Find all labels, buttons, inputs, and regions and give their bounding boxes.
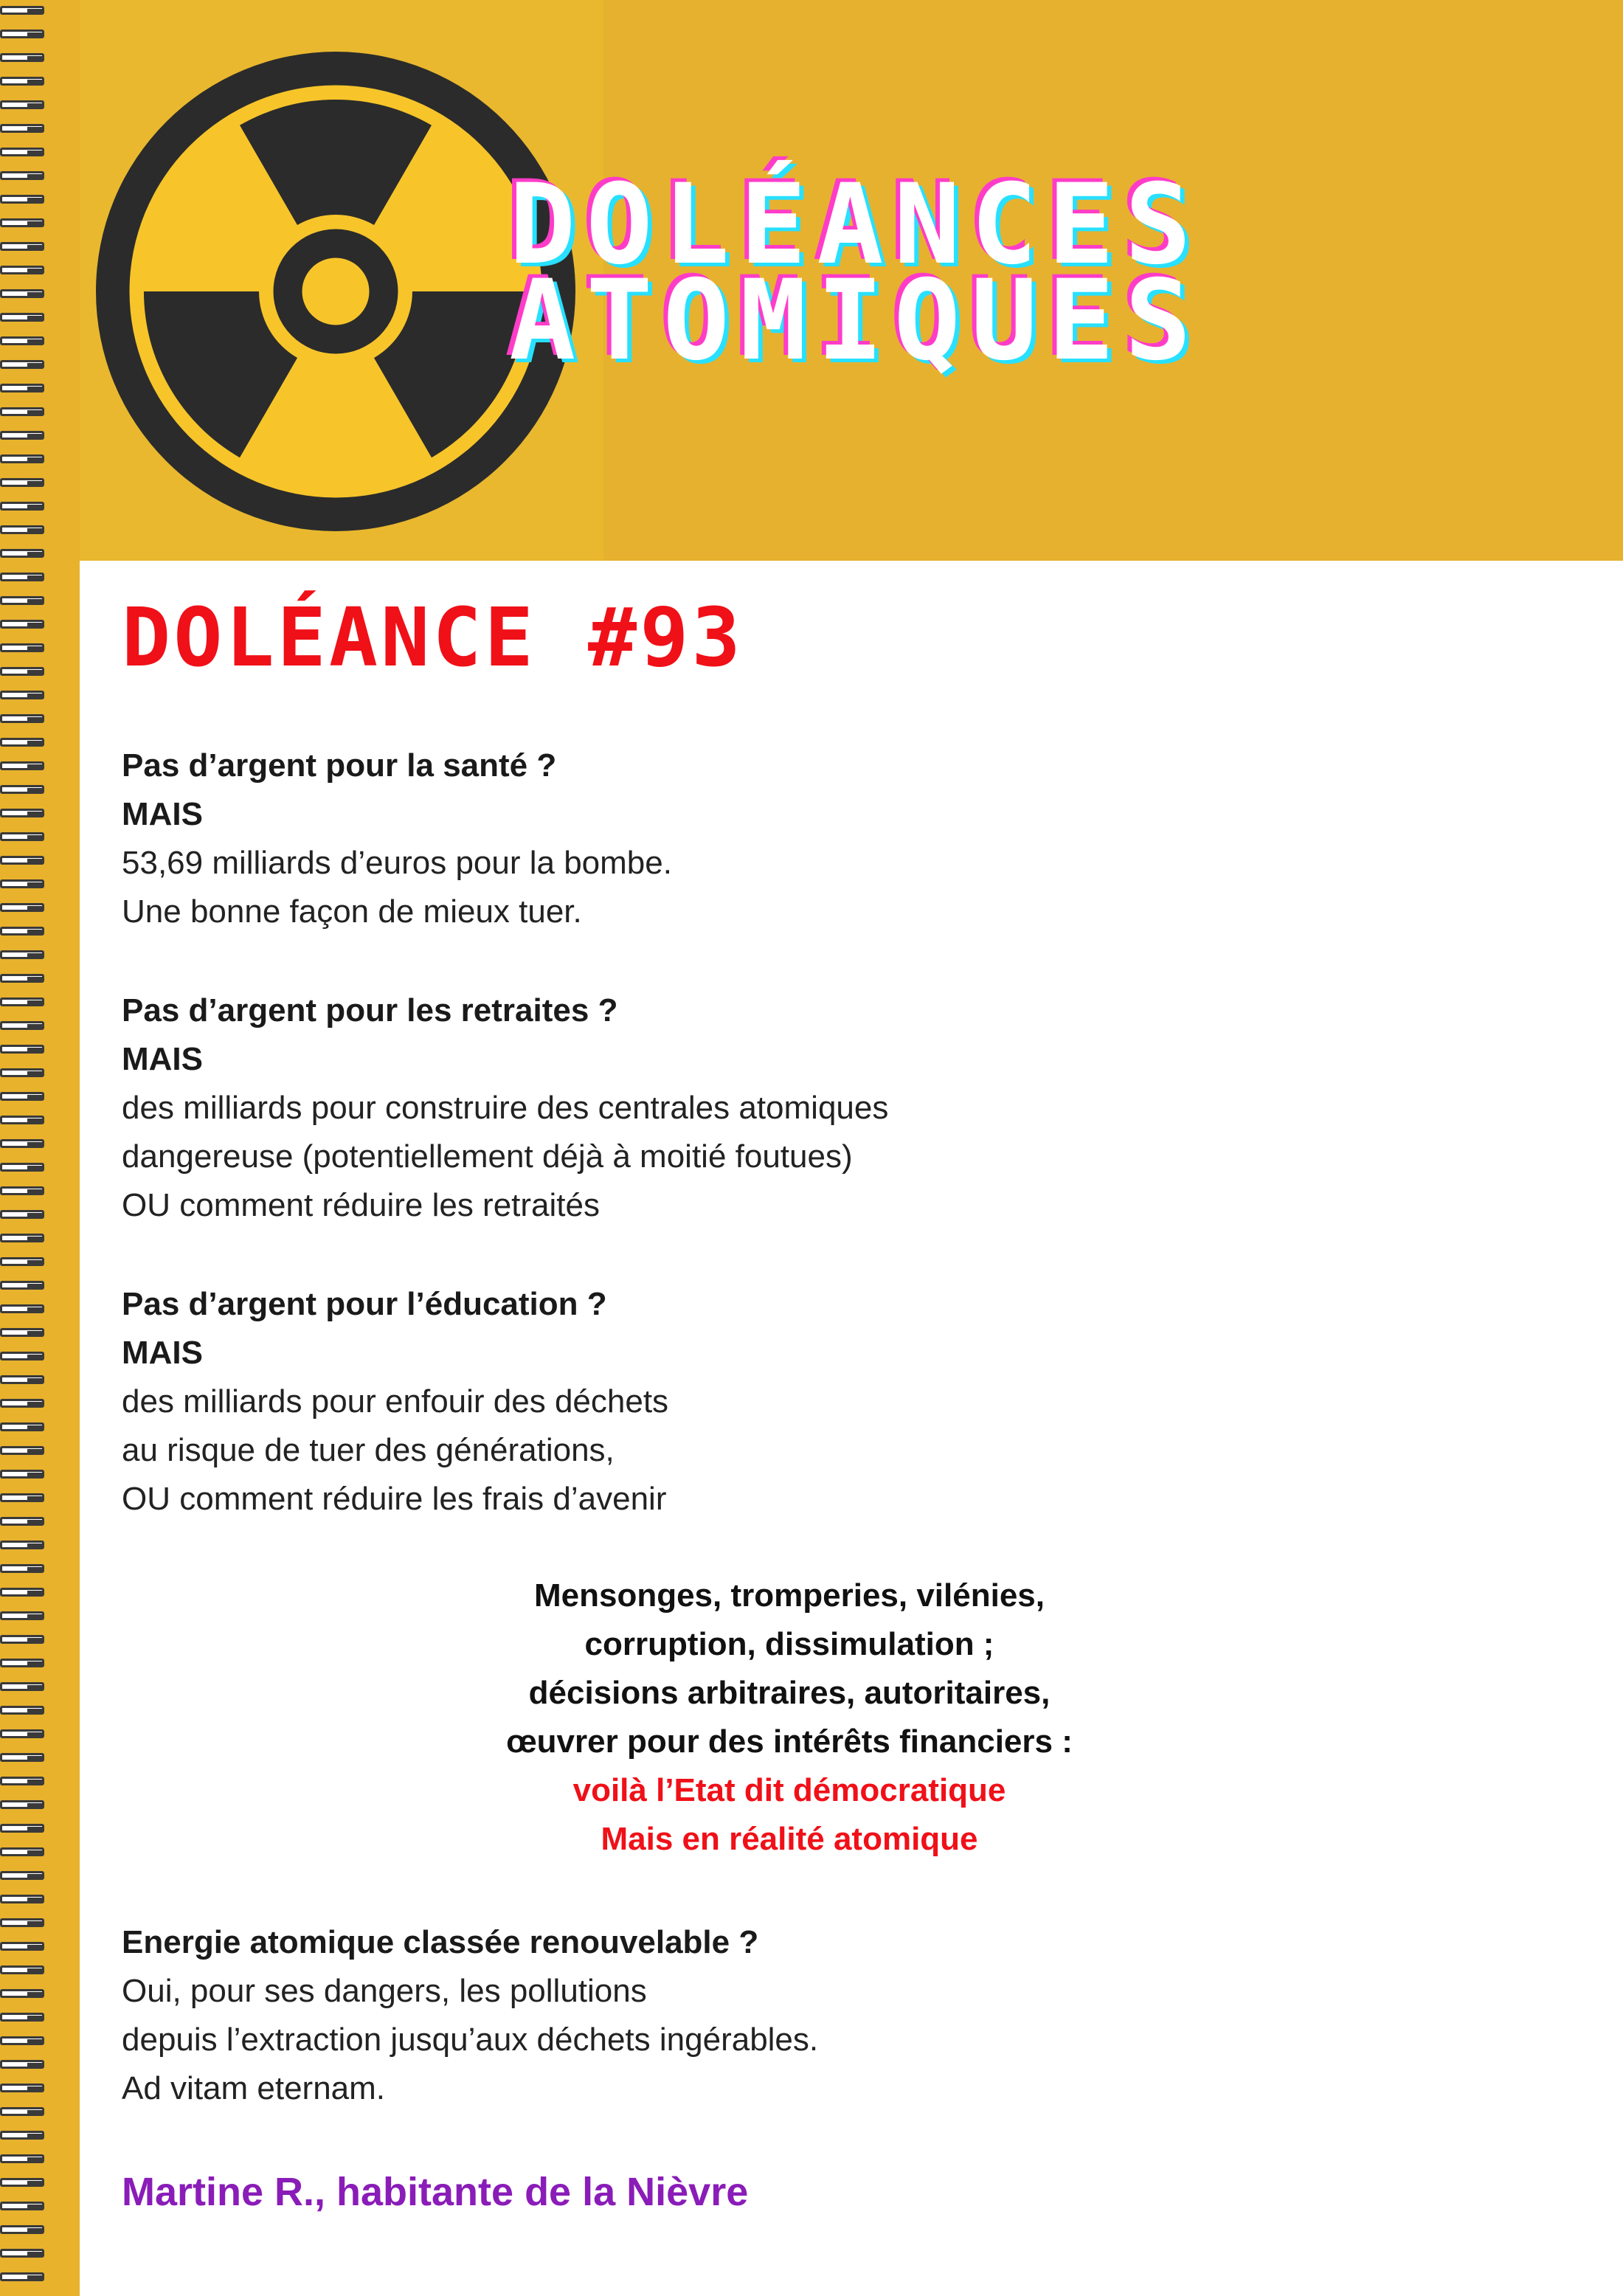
spiral-ring xyxy=(0,1281,44,1290)
spiral-ring xyxy=(0,903,44,912)
section-mais: MAIS xyxy=(122,1335,203,1371)
spiral-ring xyxy=(0,1328,44,1337)
center-red-line: Mais en réalité atomique xyxy=(601,1821,978,1857)
spiral-ring xyxy=(0,1257,44,1266)
spiral-ring xyxy=(0,1965,44,1974)
spiral-ring xyxy=(0,1659,44,1667)
section-line: Ad vitam eternam. xyxy=(122,2070,386,2106)
section-line: Une bonne façon de mieux tuer. xyxy=(122,893,582,930)
spiral-ring xyxy=(0,927,44,936)
section-line: 53,69 milliards d’euros pour la bombe. xyxy=(122,845,672,881)
spiral-ring xyxy=(0,974,44,983)
section-mais: MAIS xyxy=(122,796,203,832)
spiral-ring xyxy=(0,242,44,251)
spiral-ring xyxy=(0,1092,44,1101)
spiral-ring xyxy=(0,879,44,888)
spiral-ring xyxy=(0,1517,44,1526)
section-line: au risque de tuer des générations, xyxy=(122,1432,615,1468)
spiral-ring xyxy=(0,171,44,180)
spiral-ring xyxy=(0,2272,44,2281)
spiral-ring xyxy=(0,77,44,86)
spiral-ring xyxy=(0,785,44,794)
spiral-ring xyxy=(0,643,44,652)
spiral-ring xyxy=(0,950,44,959)
spiral-ring xyxy=(0,997,44,1006)
doleance-title: DOLÉANCE #93 xyxy=(122,590,744,685)
spiral-ring xyxy=(0,1753,44,1762)
spiral-ring xyxy=(0,454,44,463)
title-line-2: ATOMIQUES xyxy=(509,257,1202,385)
section-line: OU comment réduire les retraités xyxy=(122,1187,600,1223)
spiral-ring xyxy=(0,2154,44,2163)
spiral-ring xyxy=(0,266,44,274)
spiral-ring xyxy=(0,384,44,393)
spiral-ring xyxy=(0,761,44,770)
spiral-ring xyxy=(0,2249,44,2258)
center-line: œuvrer pour des intérêts financiers : xyxy=(506,1723,1073,1760)
section-line: dangereuse (potentiellement déjà à moitié foutues) xyxy=(122,1138,853,1175)
spiral-ring xyxy=(0,2131,44,2140)
spiral-ring xyxy=(0,1541,44,1549)
spiral-ring xyxy=(0,1116,44,1124)
spiral-ring xyxy=(0,1210,44,1219)
spiral-ring xyxy=(0,1352,44,1360)
section-question: Pas d’argent pour l’éducation ? xyxy=(122,1286,607,1322)
spiral-ring xyxy=(0,2202,44,2210)
spiral-ring xyxy=(0,1682,44,1691)
spiral-ring xyxy=(0,738,44,747)
spiral-ring xyxy=(0,1068,44,1077)
spiral-ring xyxy=(0,360,44,369)
spiral-ring xyxy=(0,1918,44,1927)
spiral-ring xyxy=(0,1422,44,1431)
spiral-ring xyxy=(0,2036,44,2045)
spiral-ring xyxy=(0,1800,44,1809)
spiral-ring xyxy=(0,856,44,865)
section-question: Pas d’argent pour la santé ? xyxy=(122,747,557,784)
spiral-ring xyxy=(0,1186,44,1195)
section-question: Pas d’argent pour les retraites ? xyxy=(122,992,618,1028)
spiral-ring xyxy=(0,573,44,581)
spiral-ring xyxy=(0,714,44,723)
spiral-ring xyxy=(0,809,44,817)
spiral-ring xyxy=(0,549,44,558)
spiral-ring xyxy=(0,1304,44,1313)
spiral-ring xyxy=(0,502,44,511)
spiral-ring xyxy=(0,1021,44,1030)
spiral-ring xyxy=(0,1588,44,1597)
spiral-ring xyxy=(0,1375,44,1384)
spiral-ring xyxy=(0,124,44,133)
spiral-ring xyxy=(0,218,44,227)
spiral-ring xyxy=(0,336,44,345)
spiral-ring xyxy=(0,1493,44,1502)
spiral-ring xyxy=(0,1729,44,1738)
spiral-ring xyxy=(0,1635,44,1644)
spiral-ring xyxy=(0,1989,44,1998)
spiral-ring xyxy=(0,596,44,605)
spiral-ring xyxy=(0,1895,44,1903)
section-retraites xyxy=(122,986,888,1230)
section-mais: MAIS xyxy=(122,1041,203,1077)
center-statement xyxy=(369,1571,1210,1864)
spiral-ring xyxy=(0,1871,44,1880)
spiral-ring xyxy=(0,1611,44,1620)
spiral-ring xyxy=(0,1942,44,1951)
section-question: Energie atomique classée renouvelable ? xyxy=(122,1924,759,1960)
spiral-ring xyxy=(0,2084,44,2092)
spiral-ring xyxy=(0,2060,44,2069)
spiral-ring xyxy=(0,1399,44,1408)
center-red-line: voilà l’Etat dit démocratique xyxy=(572,1772,1006,1808)
spiral-ring xyxy=(0,478,44,487)
section-line: depuis l’extraction jusqu’aux déchets ingérables. xyxy=(122,2022,819,2058)
spiral-ring xyxy=(0,620,44,629)
center-line: corruption, dissimulation ; xyxy=(584,1626,994,1662)
spiral-ring xyxy=(0,313,44,322)
spiral-ring xyxy=(0,148,44,156)
spiral-ring xyxy=(0,667,44,676)
spiral-ring xyxy=(0,2178,44,2187)
spiral-ring xyxy=(0,1847,44,1856)
spiral-ring xyxy=(0,2107,44,2116)
spiral-binding xyxy=(0,0,80,2296)
section-education xyxy=(122,1280,668,1524)
spiral-ring xyxy=(0,832,44,841)
radiation-trefoil-icon xyxy=(96,52,575,531)
spiral-ring xyxy=(0,1777,44,1785)
section-sante xyxy=(122,741,672,936)
spiral-ring xyxy=(0,2225,44,2234)
spiral-ring xyxy=(0,30,44,38)
spiral-ring xyxy=(0,1470,44,1479)
title-line-1: DOLÉANCES xyxy=(509,161,1202,289)
spiral-ring xyxy=(0,53,44,62)
spiral-ring xyxy=(0,1706,44,1715)
spiral-ring xyxy=(0,100,44,109)
section-line: des milliards pour construire des centrales atomiques xyxy=(122,1090,889,1126)
spiral-ring xyxy=(0,1045,44,1054)
spiral-ring xyxy=(0,289,44,298)
spiral-ring xyxy=(0,1234,44,1242)
spiral-ring xyxy=(0,6,44,15)
spiral-ring xyxy=(0,2013,44,2022)
section-line: Oui, pour ses dangers, les pollutions xyxy=(122,1973,647,2009)
center-line: Mensonges, tromperies, vilénies, xyxy=(533,1577,1045,1614)
spiral-ring xyxy=(0,195,44,204)
section-energie xyxy=(122,1918,818,2113)
center-line: décisions arbitraires, autoritaires, xyxy=(528,1675,1051,1711)
section-line: des milliards pour enfouir des déchets xyxy=(122,1383,669,1420)
section-line: OU comment réduire les frais d’avenir xyxy=(122,1481,667,1517)
author-signature: Martine R., habitante de la Nièvre xyxy=(122,2170,749,2214)
spiral-ring xyxy=(0,691,44,699)
spiral-ring xyxy=(0,1446,44,1455)
spiral-ring xyxy=(0,1564,44,1573)
main-title xyxy=(509,161,1202,385)
spiral-ring xyxy=(0,1139,44,1148)
spiral-ring xyxy=(0,1163,44,1172)
spiral-ring xyxy=(0,525,44,534)
spiral-ring xyxy=(0,1824,44,1833)
spiral-ring xyxy=(0,431,44,440)
spiral-ring xyxy=(0,407,44,416)
